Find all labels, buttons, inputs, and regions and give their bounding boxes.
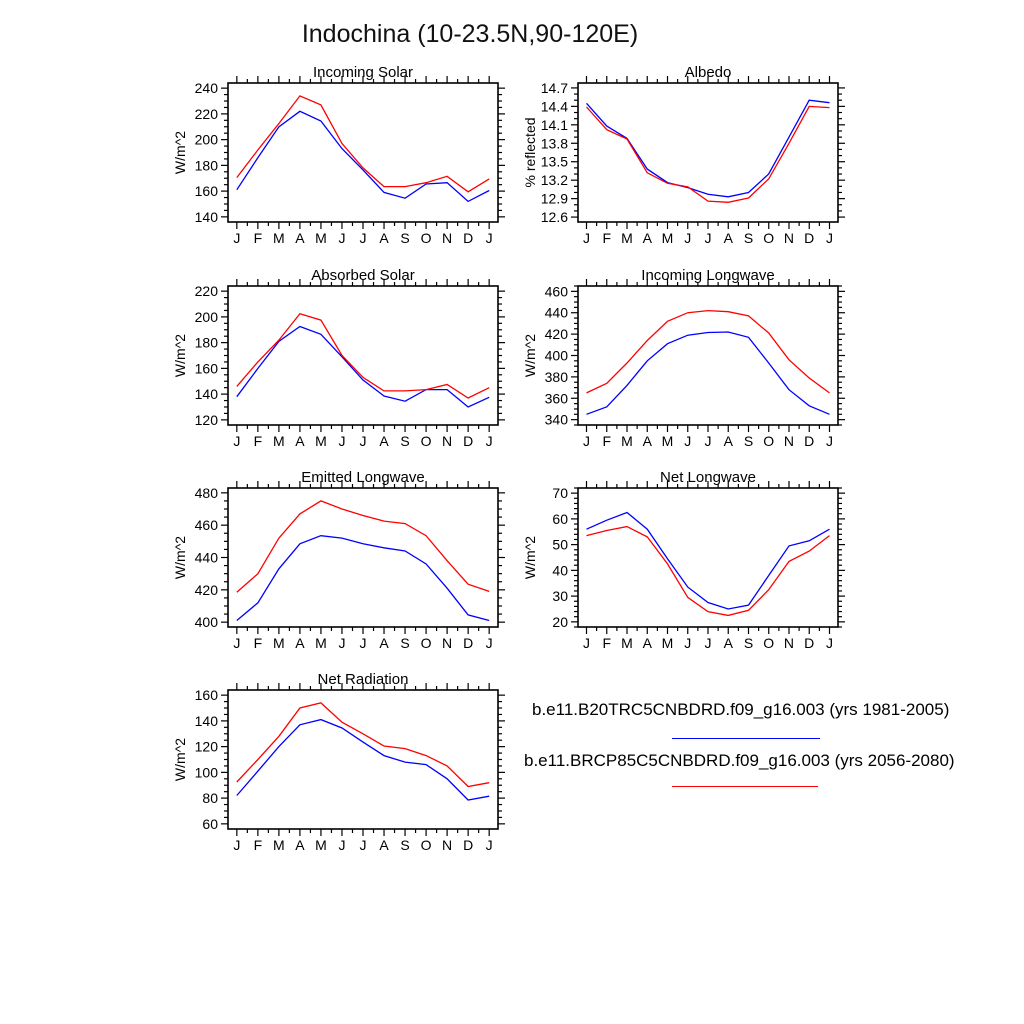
y-tick-label: 70 <box>552 485 568 502</box>
x-tick-label: M <box>621 635 633 651</box>
y-tick-label: 50 <box>552 536 568 553</box>
x-tick-label: M <box>661 230 674 246</box>
y-tick-label: 100 <box>194 764 218 781</box>
x-tick-label: J <box>704 433 712 449</box>
incoming-longwave-chart <box>510 264 855 464</box>
y-axis-label: W/m^2 <box>172 130 188 175</box>
x-tick-label: J <box>684 433 692 449</box>
y-tick-label: 60 <box>552 510 568 527</box>
net-longwave-chart <box>510 466 855 666</box>
incoming-solar-chart <box>160 61 515 261</box>
series-line-rcp85 <box>587 106 830 202</box>
chart-title: Absorbed Solar <box>311 267 415 284</box>
x-tick-label: F <box>253 433 263 449</box>
chart-group <box>172 267 505 449</box>
y-axis-label: W/m^2 <box>522 535 538 580</box>
x-tick-label: A <box>379 433 389 449</box>
x-tick-label: N <box>442 433 453 449</box>
chart-group <box>172 671 505 853</box>
y-tick-label: 420 <box>194 581 218 598</box>
y-tick-label: 14.1 <box>540 116 568 133</box>
x-tick-label: F <box>602 230 612 246</box>
y-tick-label: 160 <box>194 687 218 704</box>
chart-title: Incoming Solar <box>312 64 414 81</box>
series-line-historical <box>237 327 489 408</box>
x-tick-label: D <box>804 230 815 246</box>
series-line-historical <box>587 100 830 197</box>
legend <box>520 692 1006 802</box>
y-axis-label: W/m^2 <box>172 333 188 378</box>
x-tick-label: J <box>485 230 493 246</box>
chart-group <box>522 267 845 449</box>
chart-title: Emitted Longwave <box>301 469 425 486</box>
x-tick-label: A <box>379 230 389 246</box>
x-tick-label: J <box>359 230 367 246</box>
legend-label-rcp85: b.e11.BRCP85C5CNBDRD.f09_g16.003 (yrs 2056-2080) <box>524 751 955 770</box>
y-tick-label: 160 <box>194 183 218 200</box>
y-tick-label: 160 <box>194 360 218 377</box>
x-tick-label: M <box>315 635 327 651</box>
chart-title: Net Radiation <box>317 671 409 688</box>
y-tick-label: 140 <box>194 386 218 403</box>
x-tick-label: N <box>442 230 453 246</box>
x-tick-label: D <box>463 230 474 246</box>
axis-frame <box>578 488 838 627</box>
x-tick-label: M <box>273 837 285 853</box>
net-radiation-chart <box>160 668 515 868</box>
x-tick-label: M <box>273 635 285 651</box>
y-tick-label: 340 <box>544 411 568 428</box>
x-tick-label: N <box>442 837 453 853</box>
chart-group <box>172 64 505 246</box>
series-line-historical <box>237 720 489 800</box>
x-tick-label: O <box>763 230 775 246</box>
series-line-rcp85 <box>237 501 489 592</box>
x-tick-label: J <box>583 230 591 246</box>
x-tick-label: M <box>661 433 674 449</box>
x-tick-label: J <box>338 635 346 651</box>
x-tick-label: J <box>684 230 692 246</box>
y-tick-label: 13.5 <box>540 153 568 170</box>
y-tick-label: 120 <box>194 738 218 755</box>
x-tick-label: A <box>379 635 389 651</box>
x-tick-label: S <box>400 433 410 449</box>
x-tick-label: J <box>485 837 493 853</box>
y-tick-label: 400 <box>544 347 568 364</box>
chart-panel-net-radiation <box>160 668 515 868</box>
axis-frame <box>578 286 838 425</box>
y-axis-label: % reflected <box>522 117 538 188</box>
x-tick-label: F <box>602 433 612 449</box>
chart-panel-albedo <box>510 61 855 261</box>
x-tick-label: J <box>338 433 346 449</box>
x-tick-label: D <box>804 635 815 651</box>
x-tick-label: M <box>315 837 327 853</box>
x-tick-label: S <box>743 635 754 651</box>
y-tick-label: 12.9 <box>540 190 568 207</box>
axis-frame <box>228 488 498 627</box>
y-tick-label: 400 <box>194 614 218 631</box>
y-tick-label: 120 <box>194 411 218 428</box>
y-tick-label: 440 <box>544 304 568 321</box>
series-line-historical <box>237 111 489 201</box>
x-tick-label: M <box>315 230 327 246</box>
chart-panel-net-longwave <box>510 466 855 666</box>
x-tick-label: J <box>338 230 346 246</box>
y-tick-label: 480 <box>194 484 218 501</box>
x-tick-label: J <box>825 230 833 246</box>
x-tick-label: O <box>763 433 775 449</box>
x-tick-label: M <box>621 230 633 246</box>
albedo-chart <box>510 61 855 261</box>
chart-title: Incoming Longwave <box>641 267 775 284</box>
y-tick-label: 180 <box>194 157 218 174</box>
y-tick-label: 40 <box>552 562 568 579</box>
x-tick-label: J <box>684 635 692 651</box>
y-tick-label: 20 <box>552 613 568 630</box>
y-tick-label: 440 <box>194 549 218 566</box>
y-tick-label: 140 <box>194 712 218 729</box>
x-tick-label: S <box>400 635 410 651</box>
x-tick-label: J <box>704 635 712 651</box>
page-title: Indochina (10-23.5N,90-120E) <box>301 20 639 48</box>
legend-label-historical: b.e11.B20TRC5CNBDRD.f09_g16.003 (yrs 1981-2005) <box>532 700 950 719</box>
y-tick-label: 240 <box>194 80 218 97</box>
x-tick-label: O <box>420 837 432 853</box>
x-tick-label: A <box>723 433 733 449</box>
axis-frame <box>228 83 498 222</box>
x-tick-label: J <box>359 635 367 651</box>
x-tick-label: M <box>273 230 285 246</box>
series-line-rcp85 <box>587 311 830 393</box>
y-tick-label: 420 <box>544 326 568 343</box>
x-tick-label: J <box>233 230 241 246</box>
y-tick-label: 80 <box>202 790 218 807</box>
y-tick-label: 220 <box>194 105 218 122</box>
x-tick-label: F <box>253 635 263 651</box>
x-tick-label: J <box>583 635 591 651</box>
x-tick-label: M <box>661 635 674 651</box>
x-tick-label: J <box>485 433 493 449</box>
x-tick-label: O <box>420 230 432 246</box>
series-line-historical <box>237 536 489 621</box>
x-tick-label: D <box>463 635 474 651</box>
x-tick-label: F <box>253 230 263 246</box>
chart-title: Albedo <box>684 64 732 81</box>
y-tick-label: 460 <box>544 283 568 300</box>
y-tick-label: 13.8 <box>540 135 568 152</box>
x-tick-label: F <box>602 635 612 651</box>
chart-group <box>522 64 845 246</box>
x-tick-label: N <box>783 433 795 449</box>
legend-line-historical <box>672 738 820 739</box>
x-tick-label: D <box>463 433 474 449</box>
y-tick-label: 30 <box>552 588 568 605</box>
y-tick-label: 200 <box>194 308 218 325</box>
x-tick-label: J <box>825 433 833 449</box>
chart-panel-incoming-solar <box>160 61 515 261</box>
x-tick-label: J <box>704 230 712 246</box>
x-tick-label: O <box>420 635 432 651</box>
x-tick-label: A <box>723 230 733 246</box>
x-tick-label: J <box>359 433 367 449</box>
x-tick-label: F <box>253 837 263 853</box>
chart-title: Net Longwave <box>660 469 756 486</box>
y-tick-label: 14.7 <box>540 79 568 96</box>
y-axis-label: W/m^2 <box>172 535 188 580</box>
x-tick-label: J <box>825 635 833 651</box>
y-tick-label: 60 <box>202 815 218 832</box>
x-tick-label: A <box>723 635 733 651</box>
x-tick-label: N <box>783 635 795 651</box>
chart-group <box>172 469 505 651</box>
chart-group <box>522 469 845 651</box>
x-tick-label: J <box>583 433 591 449</box>
x-tick-label: J <box>338 837 346 853</box>
x-tick-label: A <box>642 635 652 651</box>
x-tick-label: M <box>621 433 633 449</box>
y-tick-label: 200 <box>194 131 218 148</box>
x-tick-label: M <box>273 433 285 449</box>
x-tick-label: A <box>642 433 652 449</box>
y-tick-label: 14.4 <box>540 98 568 115</box>
x-tick-label: M <box>315 433 327 449</box>
chart-panel-incoming-longwave <box>510 264 855 464</box>
x-tick-label: A <box>295 635 305 651</box>
x-tick-label: S <box>743 433 754 449</box>
x-tick-label: A <box>295 837 305 853</box>
x-tick-label: S <box>400 837 410 853</box>
chart-panel-emitted-longwave <box>160 466 515 666</box>
series-line-historical <box>587 332 830 414</box>
x-tick-label: N <box>783 230 795 246</box>
x-tick-label: D <box>463 837 474 853</box>
y-tick-label: 140 <box>194 208 218 225</box>
y-tick-label: 220 <box>194 283 218 300</box>
absorbed-solar-chart <box>160 264 515 464</box>
x-tick-label: J <box>485 635 493 651</box>
x-tick-label: J <box>233 837 241 853</box>
chart-panel-absorbed-solar <box>160 264 515 464</box>
x-tick-label: A <box>379 837 389 853</box>
x-tick-label: S <box>743 230 754 246</box>
y-tick-label: 180 <box>194 334 218 351</box>
x-tick-label: J <box>359 837 367 853</box>
x-tick-label: A <box>295 230 305 246</box>
series-line-rcp85 <box>237 314 489 398</box>
y-tick-label: 360 <box>544 390 568 407</box>
x-tick-label: O <box>763 635 775 651</box>
y-axis-label: W/m^2 <box>172 737 188 782</box>
x-tick-label: J <box>233 433 241 449</box>
y-tick-label: 13.2 <box>540 172 568 189</box>
x-tick-label: J <box>233 635 241 651</box>
series-line-rcp85 <box>237 703 489 787</box>
x-tick-label: A <box>295 433 305 449</box>
y-tick-label: 460 <box>194 517 218 534</box>
y-axis-label: W/m^2 <box>522 333 538 378</box>
emitted-longwave-chart <box>160 466 515 666</box>
x-tick-label: N <box>442 635 453 651</box>
y-tick-label: 380 <box>544 368 568 385</box>
x-tick-label: D <box>804 433 815 449</box>
y-tick-label: 12.6 <box>540 209 568 226</box>
legend-line-rcp85 <box>672 786 818 787</box>
x-tick-label: O <box>420 433 432 449</box>
x-tick-label: S <box>400 230 410 246</box>
series-line-rcp85 <box>237 96 489 192</box>
x-tick-label: A <box>642 230 652 246</box>
